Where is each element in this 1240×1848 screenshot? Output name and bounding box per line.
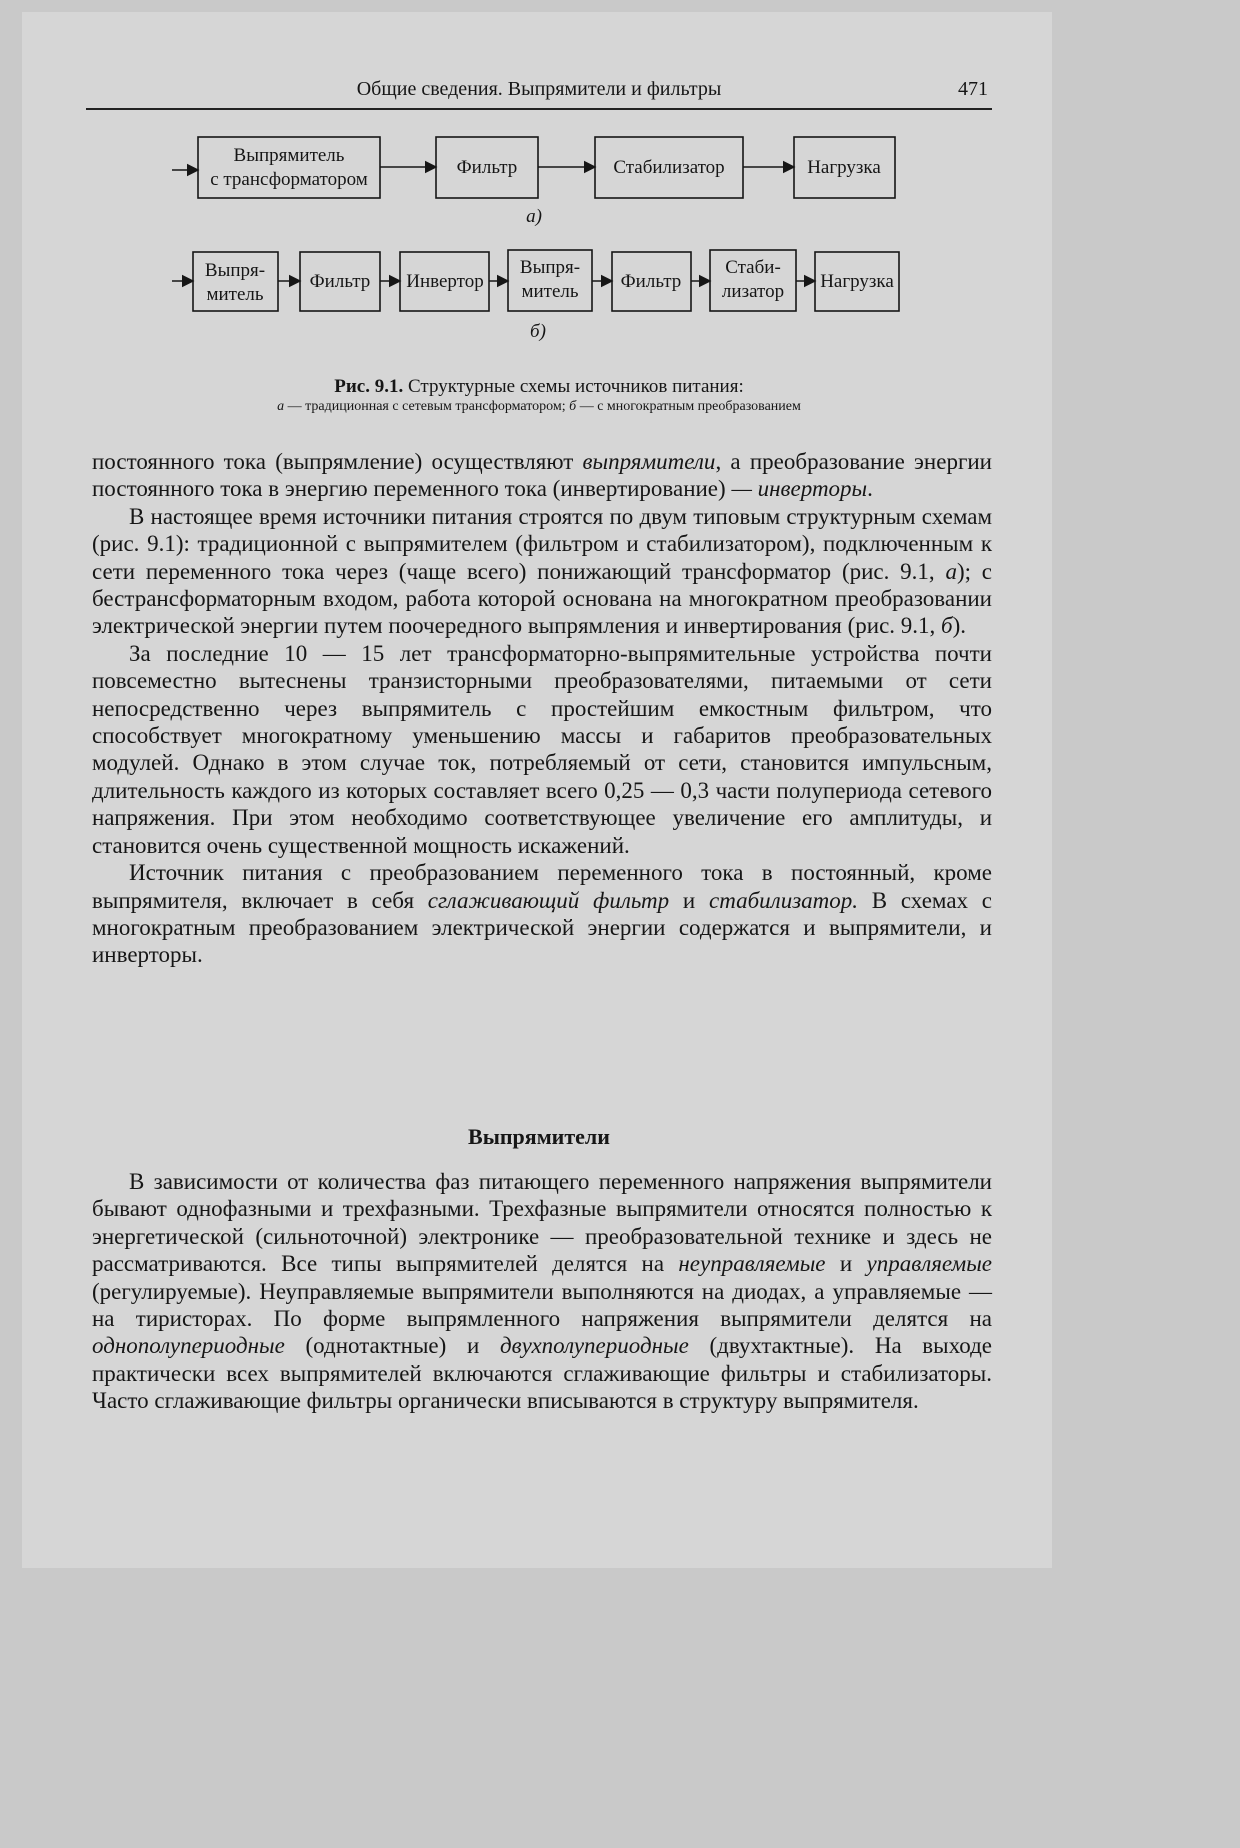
term-italic: — инверторы: [731, 476, 868, 502]
paragraph-1: [92, 448, 992, 503]
block-label: Инвертор: [406, 271, 484, 292]
text-run: (двухтактные). На выходе практически всех выпрямителей включаются сглаживающие фильтры и стабилизаторы. Часто сглаживающие фильтры органически вписываются в структуру выпрямителя.: [92, 1333, 992, 1414]
text-run: и: [825, 1251, 867, 1277]
section-heading: Выпрямители: [468, 1124, 610, 1149]
block-label: лизатор: [721, 281, 785, 302]
block-label: Фильтр: [620, 271, 682, 292]
diagram-a-label: а): [526, 206, 542, 227]
text-run: и: [669, 887, 709, 913]
figure-number: Рис. 9.1.: [334, 376, 404, 397]
term-italic: управляемые: [866, 1251, 993, 1277]
term-italic: сглаживающий фильтр: [427, 887, 670, 913]
term-italic: выпрямители: [582, 449, 716, 474]
legend-text-b: — с многократным преобразованием: [579, 399, 801, 414]
header-title: Общие сведения. Выпрямители и фильтры: [356, 78, 722, 100]
term-italic: стабилизатор.: [709, 887, 859, 913]
text-run: .: [867, 476, 873, 502]
block-label: с трансформатором: [210, 169, 368, 190]
text-run: (однотактные) и: [284, 1333, 500, 1359]
term-italic: б: [941, 613, 953, 639]
block-label: Выпря-: [519, 257, 581, 278]
term-italic: двухполупериодные: [499, 1333, 689, 1359]
paragraph-4: [92, 859, 992, 969]
block-label: митель: [206, 284, 264, 305]
diagram-b-label: б): [530, 321, 546, 342]
block-label: Нагрузка: [807, 157, 881, 178]
text-run: В настоящее время источники питания строятся по двум типовым структурным схемам (рис. 9.1): традиционной с выпрямителем (фильтром и стабилизатором), подключенным к сети переменного тока через (чаще всего) понижающий трансформатор (рис. 9.1,: [92, 503, 992, 584]
text-run: (регулируемые). Неуправляемые выпрямители выполняются на диодах, а управляемые — на тиристорах. По форме выпрямленного напряжения выпрямители делятся на: [92, 1278, 992, 1332]
block-label: Стабилизатор: [613, 157, 725, 178]
figure-caption: [86, 376, 992, 398]
text-run: ); с бестрансформаторным входом, работа которой основана на многократном преобразовании электрической энергии путем поочередного выпрямления и инвертирования (рис. 9.1,: [92, 558, 992, 639]
figure-9-1-diagram: [0, 0, 1052, 360]
term-italic: однополупериодные: [92, 1333, 285, 1359]
legend-key-a: а: [277, 399, 285, 414]
text-run: постоянного тока (выпрямление) осуществляют: [92, 449, 583, 474]
term-italic: а: [945, 558, 957, 584]
block-label: Стаби-: [725, 257, 781, 278]
legend-key-b: б: [569, 399, 577, 414]
block-label: Фильтр: [309, 271, 371, 292]
block-label: Нагрузка: [820, 271, 894, 292]
paragraph-3: За последние 10 — 15 лет трансформаторно-выпрямительные устройства почти повсеместно вытеснены транзисторными преобразователями, питаемыми от сети непосредственно через выпрямитель с простейшим емкостным фильтром, что способствует многократному уменьшению массы и габаритов преобразовательных модулей. Однако в этом случае ток, потребляемый от сети, становится импульсным, длительность каждого из которых составляет всего 0,25 — 0,3 части полупериода сетевого напряжения. При этом необходимо соответствующее увеличение его амплитуды, и становится очень существенной мощность искажений.: [92, 640, 992, 858]
body-text-lower: [92, 1168, 992, 1415]
block-label: Выпрямитель: [233, 145, 345, 166]
paragraph-5: [92, 1168, 992, 1415]
text-run: ).: [952, 613, 967, 639]
body-text-upper: [92, 448, 992, 969]
page-number: 471: [958, 78, 988, 100]
legend-text-a: — традиционная с сетевым трансформатором;: [287, 399, 566, 414]
block-label: Фильтр: [456, 157, 518, 178]
term-italic: неуправляемые: [678, 1251, 826, 1277]
block-label: митель: [521, 281, 579, 302]
text-run: В зависимости от количества фаз питающего переменного напряжения выпрямители бывают однофазными и трехфазными. Трехфазные выпрямители относятся полностью к энергетической (сильноточной) электронике — преобразовательной технике и здесь не рассматриваются. Все типы выпрямителей делятся на: [92, 1169, 992, 1277]
figure-caption-legend: [86, 399, 992, 415]
text-run: В схемах с многократным преобразованием электрической энергии содержатся и выпрямители, и инверторы.: [92, 887, 992, 968]
figure-title: Структурные схемы источников питания:: [408, 376, 744, 397]
text-run: , а преобразование энергии постоянного тока в энергию переменного тока (инвертирование): [92, 449, 992, 502]
paragraph-2: [92, 503, 992, 640]
block-label: Выпря-: [204, 260, 266, 281]
text-run: Источник питания с преобразованием переменного тока в постоянный, кроме выпрямителя, включает в себя: [92, 860, 992, 913]
